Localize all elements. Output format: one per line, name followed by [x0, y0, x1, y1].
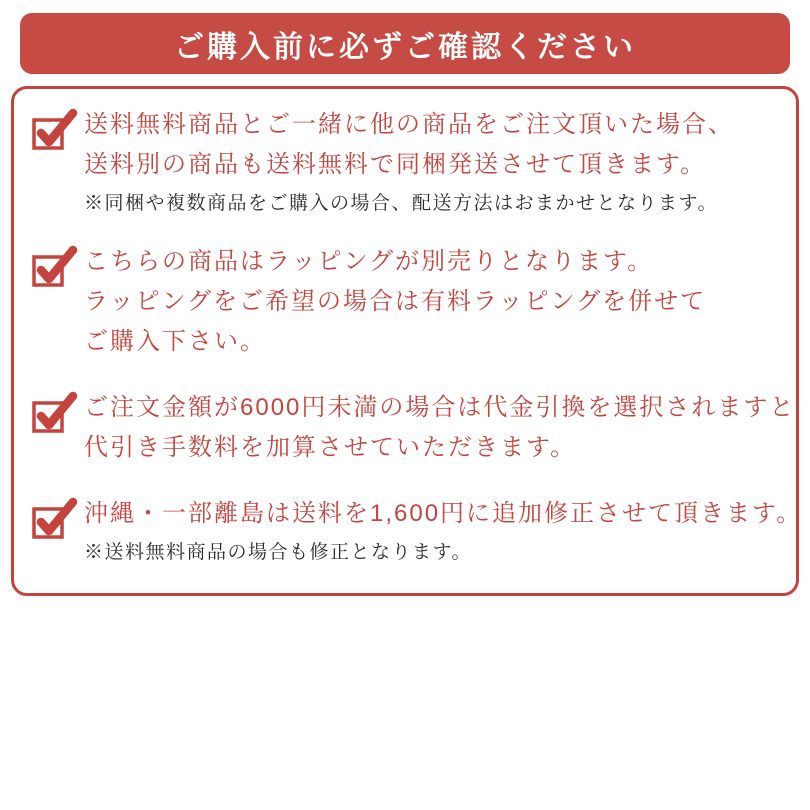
notice-line: ご注文金額が6000円未満の場合は代金引換を選択されますと	[84, 394, 796, 421]
notice-line: 送料別の商品も送料無料で同梱発送させて頂きます。	[84, 151, 707, 178]
notice-item-cod-fee	[32, 388, 796, 468]
checkbox-checked-icon	[32, 242, 84, 288]
notice-box	[11, 86, 803, 596]
notice-item-shipping-bundle	[32, 105, 796, 218]
notice-item-okinawa-shipping	[32, 494, 803, 567]
checkbox-checked-icon	[32, 388, 84, 434]
notice-line: 送料無料商品とご一緒に他の商品をご注文頂いた場合、	[84, 111, 734, 138]
notice-item-wrapping	[32, 242, 796, 362]
notice-line: こちらの商品はラッピングが別売りとなります。	[84, 248, 654, 275]
notice-line: 沖縄・一部離島は送料を1,600円に追加修正させて頂きます。	[84, 500, 803, 527]
page-title: ご購入前に必ずご確認ください	[20, 13, 790, 74]
checkbox-checked-icon	[32, 105, 84, 151]
checkbox-checked-icon	[32, 494, 84, 540]
notice-note: ※送料無料商品の場合も修正となります。	[84, 542, 472, 563]
notice-note: ※同梱や複数商品をご購入の場合、配送方法はおまかせとなります。	[84, 193, 718, 214]
notice-line: ラッピングをご希望の場合は有料ラッピングを併せて	[84, 288, 707, 315]
notice-line: ご購入下さい。	[84, 328, 266, 355]
notice-line: 代引き手数料を加算させていただきます。	[84, 434, 577, 461]
